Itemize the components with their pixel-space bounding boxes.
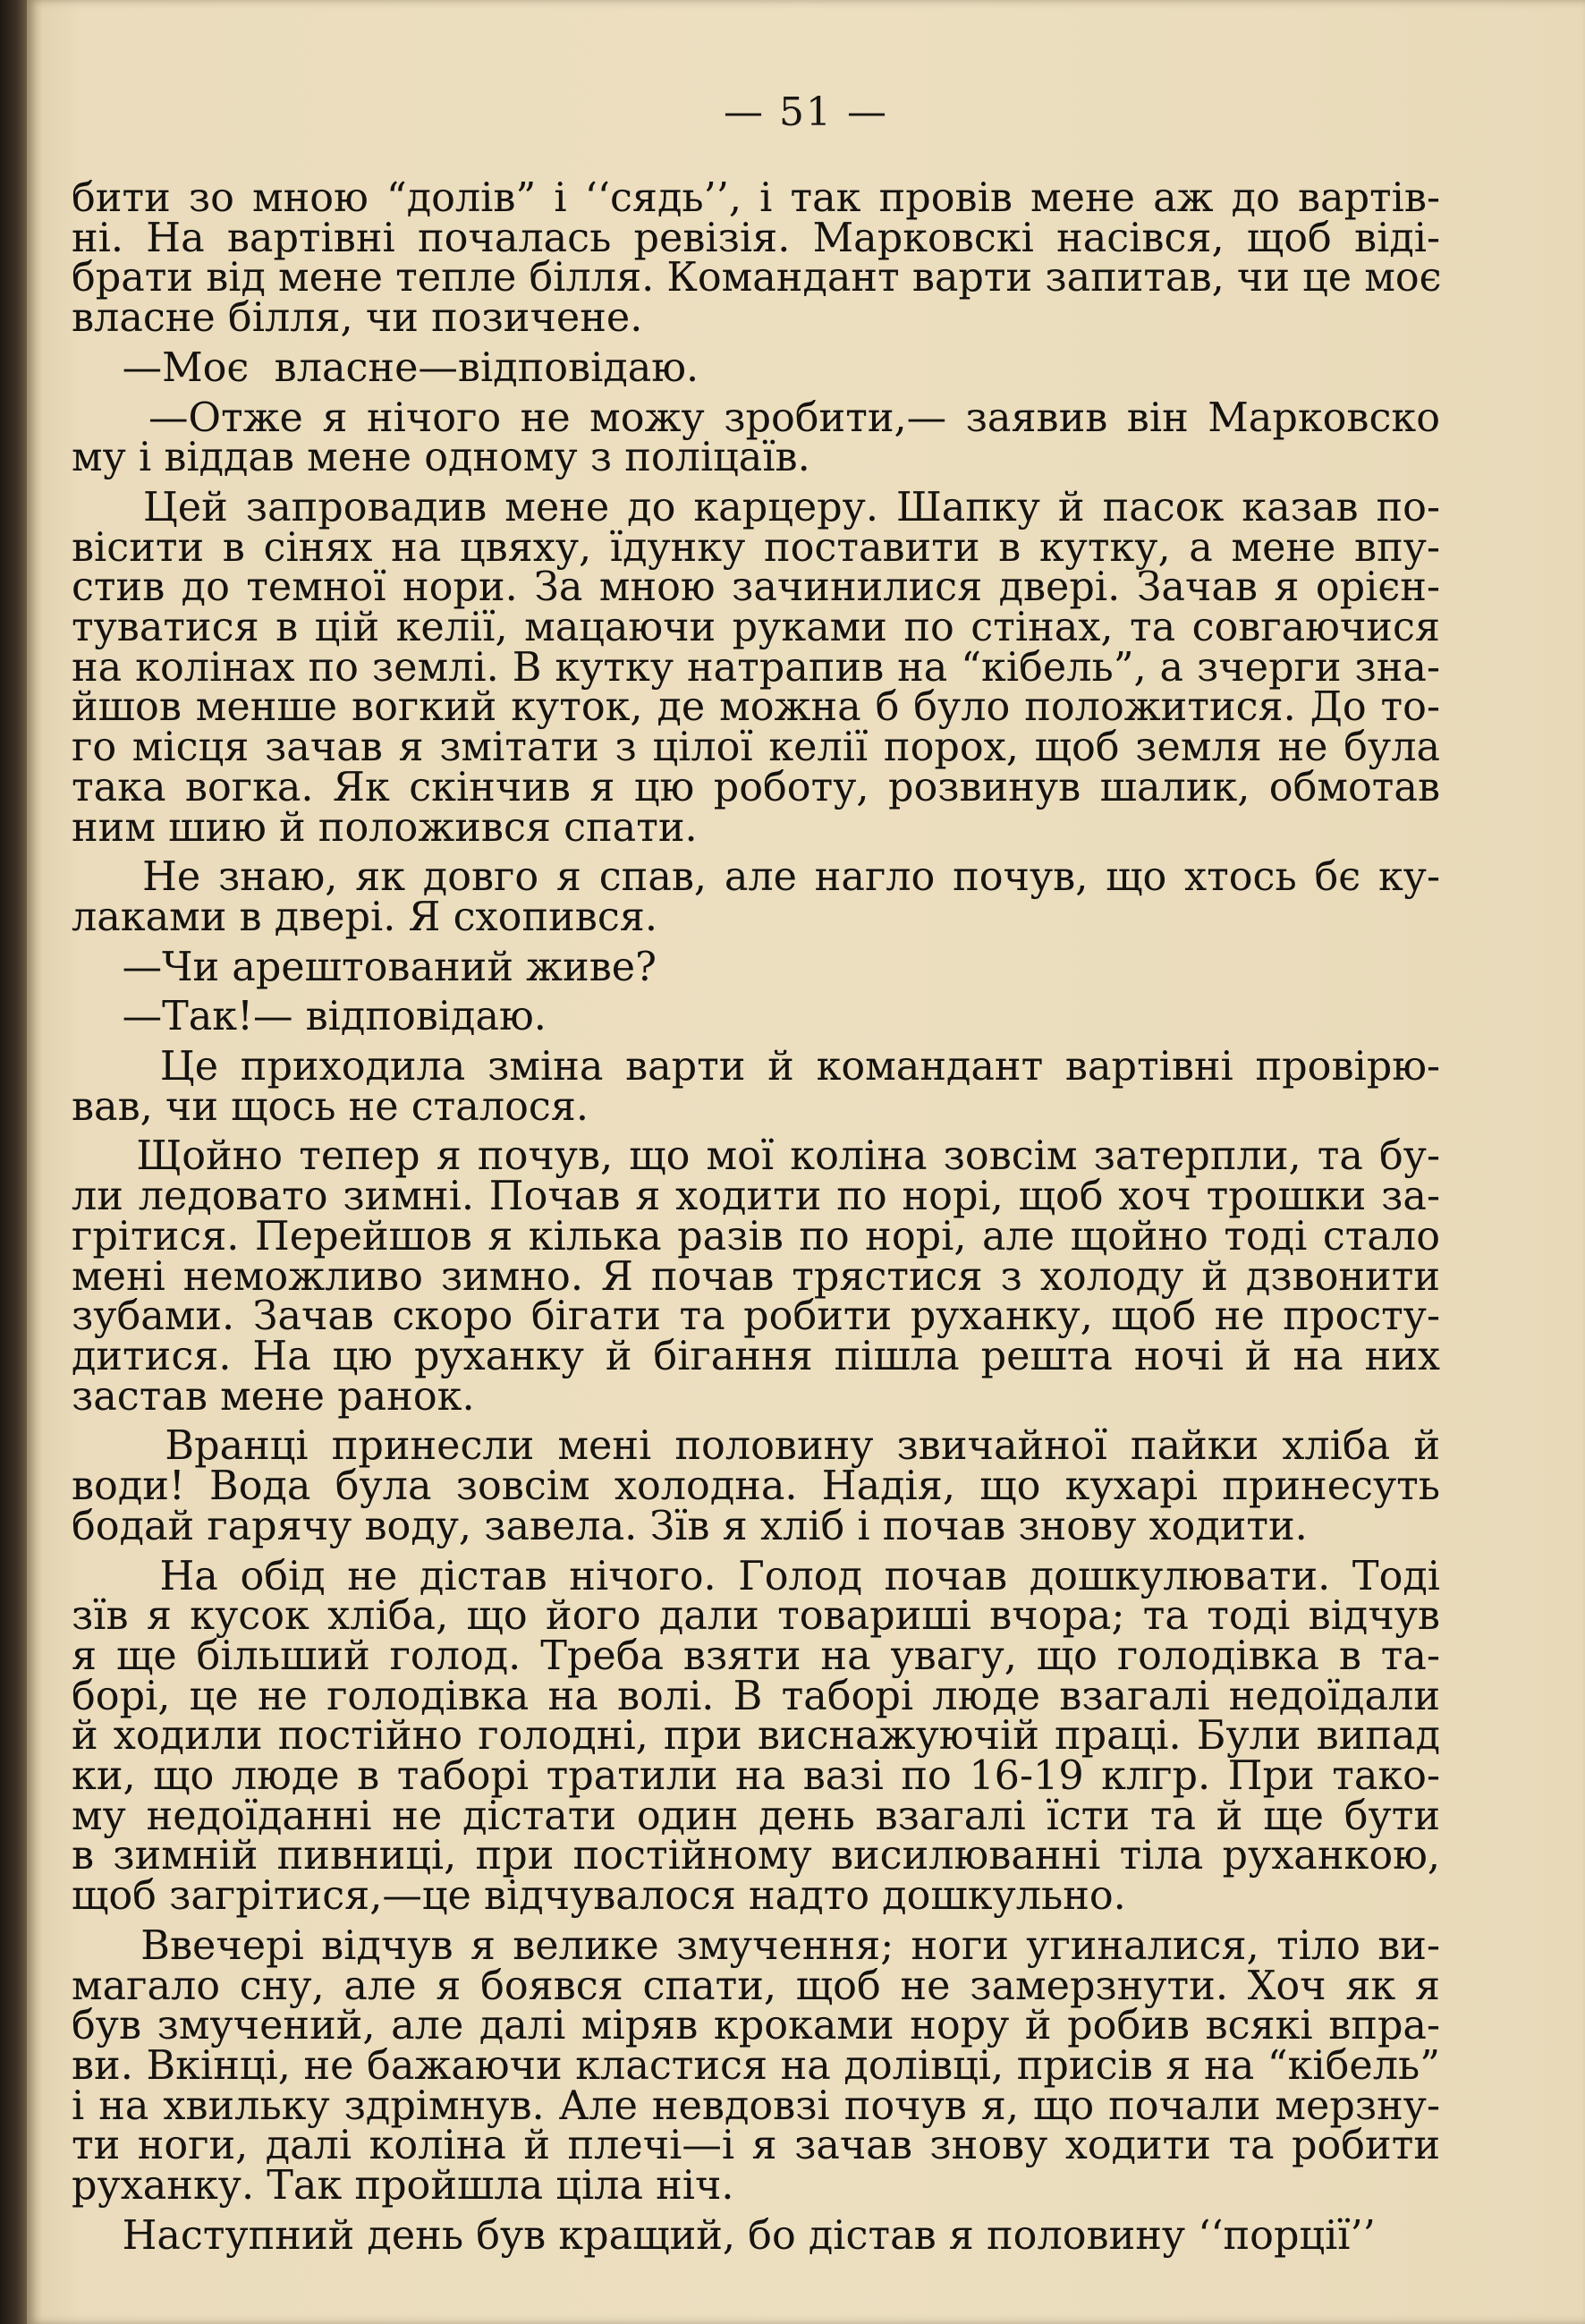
text-line: ки, що люде в таборі тратили на вазі по 16-19 клгр. При тако- [72, 1753, 1440, 1800]
text-line: брати від мене тепле білля. Командант варти запитав, чи це моє [72, 255, 1442, 301]
text-line: Не знаю, як довго я спав, але нагло почув, що хтось бє ку- [72, 854, 1440, 901]
text-line: лаками в двері. Я схопився. [72, 894, 657, 940]
text-line: ним шию й положився спати. [72, 804, 698, 851]
text-line: ти ноги, далі коліна й плечі—і я зачав знову ходити та робити [72, 2123, 1440, 2169]
paragraph [72, 175, 1442, 342]
text-line: власне білля, чи позичене. [72, 295, 643, 342]
text-line: бити зо мною “долів” і ‘‘сядь’’, і так провів мене аж до вартів- [72, 175, 1440, 221]
text-line: туватися в цій келії, мацаючи руками по стінах, та совгаючися [72, 605, 1440, 651]
text-line: ви. Вкінці, не бажаючи кластися на долівці, присів я на “кібель” [72, 2042, 1440, 2089]
text-line: застав мене ранок. [72, 1373, 475, 1420]
text-line: Щойно тепер я почув, що мої коліна зовсім затерпли, та бу- [72, 1133, 1440, 1180]
text-line: щоб загрітися,—це відчувалося надто дошкульно. [72, 1873, 1126, 1920]
text-line: стив до темної нори. За мною зачинилися двері. Зачав я орієн- [72, 564, 1440, 611]
text-line: го місця зачав я змітати з цілої келії порох, щоб земля не була [72, 725, 1440, 771]
text-line: на колінах по землі. В кутку натрапив на “кібель”, а зчерги зна- [72, 644, 1440, 691]
page-number: — 51 — [724, 89, 888, 135]
paragraph [72, 394, 1440, 481]
text-line: му недоїданні не дістати один день взагалі їсти та й ще бути [72, 1793, 1440, 1839]
text-line: Ввечері відчув я велике змучення; ноги угиналися, тіло ви- [72, 1922, 1440, 1969]
text-line: вісити в сінях на цвяху, їдунку поставити в кутку, а мене впу- [72, 524, 1440, 571]
text-line: На обід не дістав нічого. Голод почав дошкулювати. Тоді [72, 1553, 1440, 1599]
text-line: Вранці принесли мені половину звичайної пайки хліба й [72, 1423, 1440, 1470]
text-line: —Отже я нічого не можу зробити,— заявив він Марковско [72, 394, 1440, 441]
text-line: Наступний день був кращий, бо дістав я половину ‘‘порції’’ [72, 2212, 1376, 2259]
text-line: Цей запровадив мене до карцеру. Шапку й пасок казав по- [72, 484, 1440, 530]
paragraph [72, 1553, 1440, 1920]
text-line: дитися. На цю руханку й бігання пішла решта ночі й на них [72, 1333, 1440, 1379]
paragraph [72, 484, 1440, 851]
text-line: ли ледовато зимні. Почав я ходити по норі, щоб хоч трошки за- [72, 1174, 1440, 1220]
text-line: —Чи арештований живе? [72, 944, 657, 990]
page-body-text [72, 175, 1442, 2259]
paragraph [72, 344, 1440, 391]
paragraph [72, 1922, 1440, 2209]
text-line: магало сну, але я боявся спати, щоб не замерзнути. Хоч як я [72, 1963, 1440, 2009]
paragraph [72, 1044, 1440, 1130]
text-line: йшов менше вогкий куток, де можна б було положитися. До то- [72, 684, 1440, 731]
paragraph [72, 2212, 1440, 2259]
text-line: в зимній пивниці, при постійному висилюванні тіла руханкою, [72, 1833, 1440, 1879]
text-line: і на хвильку здрімнув. Але невдовзі почув я, що почали мерзну- [72, 2082, 1440, 2129]
text-line: вав, чи щось не сталося. [72, 1083, 589, 1130]
paragraph [72, 994, 1440, 1040]
text-line: зубами. Зачав скоро бігати та робити руханку, щоб не просту- [72, 1293, 1440, 1340]
paragraph [72, 854, 1440, 940]
paragraph [72, 1423, 1440, 1549]
paragraph [72, 944, 1440, 990]
text-line: му і віддав мене одному з поліцаїв. [72, 435, 810, 481]
text-line: грітися. Перейшов я кілька разів по норі, але щойно тоді стало [72, 1213, 1440, 1260]
text-line: руханку. Так пройшла ціла ніч. [72, 2163, 734, 2209]
text-line: був змучений, але далі міряв кроками нору й робив всякі впра- [72, 2003, 1440, 2049]
text-line: —Моє власне—відповідаю. [72, 344, 699, 391]
text-line: й ходили постійно голодні, при виснажуючій праці. Були випад [72, 1713, 1440, 1760]
text-line: бодай гарячу воду, завела. Зїв я хліб і почав знову ходити. [72, 1503, 1308, 1549]
text-line: —Так!— відповідаю. [72, 994, 547, 1040]
text-line: води! Вода була зовсім холодна. Надія, що кухарі принесуть [72, 1463, 1440, 1510]
text-line: мені неможливо зимно. Я почав трястися з холоду й дзвонити [72, 1253, 1440, 1300]
book-spine-edge [0, 0, 27, 2324]
text-line: ні. На вартівні почалась ревізія. Марковскі насівся, щоб віді- [72, 215, 1440, 261]
text-line: я ще більший голод. Треба взяти на увагу, що голодівка в та- [72, 1633, 1440, 1679]
text-line: така вогка. Як скінчив я цю роботу, розвинув шалик, обмотав [72, 764, 1440, 810]
paragraph [72, 1133, 1440, 1420]
book-page [27, 0, 1585, 2324]
text-line: борі, це не голодівка на волі. В таборі люде взагалі недоїдали [72, 1673, 1440, 1719]
text-line: Це приходила зміна варти й командант вартівні провірю- [72, 1044, 1440, 1090]
text-line: зїв я кусок хліба, що його дали товариші вчора; та тоді відчув [72, 1593, 1440, 1640]
